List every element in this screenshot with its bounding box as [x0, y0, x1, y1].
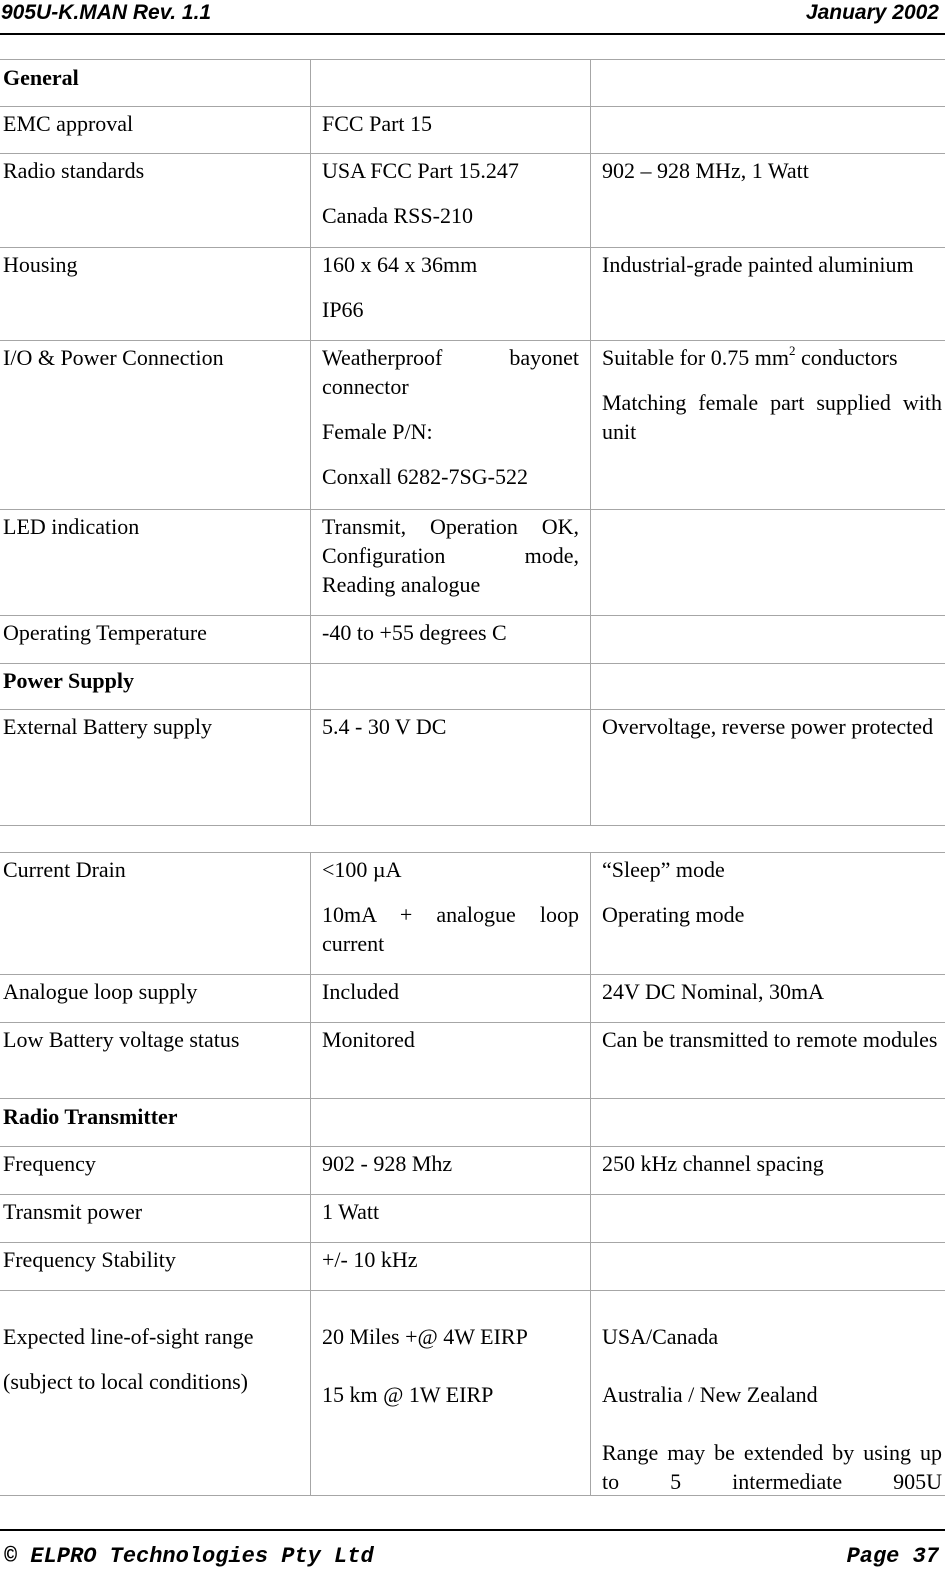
section-title-power: Power Supply — [3, 668, 135, 693]
spec-note: “Sleep” mode Operating mode — [602, 857, 745, 927]
spec-value: Included — [322, 979, 399, 1004]
spec-value: 5.4 - 30 V DC — [322, 714, 447, 739]
spec-note: Suitable for 0.75 $mm^2$ conductors Matching female part supplied with unit — [602, 343, 942, 444]
spec-note: 24V DC Nominal, 30mA — [602, 979, 825, 1004]
spec-label: Transmit power — [3, 1199, 143, 1224]
section-title-general: General — [3, 65, 79, 90]
spec-note: Industrial-grade painted aluminium — [602, 252, 914, 277]
table-row — [0, 615, 945, 663]
spec-note: Can be transmitted to remote modules — [602, 1027, 938, 1052]
table-row — [0, 1098, 945, 1146]
table-row — [0, 1146, 945, 1194]
spec-label: Low Battery voltage status — [3, 1027, 240, 1052]
spec-value: USA FCC Part 15.247 Canada RSS-210 — [322, 158, 519, 228]
spec-label: EMC approval — [3, 111, 134, 136]
spec-value: -40 to +55 degrees C — [322, 620, 507, 645]
section-title-radio: Radio Transmitter — [3, 1104, 178, 1129]
table-row — [0, 340, 945, 509]
document-id: 905U-K.MAN Rev. 1.1 — [1, 1, 212, 24]
spec-label: Expected line-of-sight range (subject to local conditions) — [3, 1324, 254, 1394]
spec-label: Housing — [3, 252, 78, 277]
table-row — [0, 663, 945, 709]
spec-label: Analogue loop supply — [3, 979, 198, 1004]
spec-value: Transmit, Operation OK, Configuration mode, Reading analogue — [322, 514, 579, 597]
spec-label: I/O & Power Connection — [3, 345, 224, 370]
table-row — [0, 106, 945, 153]
copyright: © ELPRO Technologies Pty Ltd — [4, 1544, 374, 1569]
spec-value: +/- 10 kHz — [322, 1247, 418, 1272]
table-row — [0, 1242, 945, 1290]
table-row — [0, 852, 945, 974]
spec-value: Weatherproof bayonet connector Female P/N: Conxall 6282-7SG-522 — [322, 345, 579, 489]
spec-note: Overvoltage, reverse power protected — [602, 714, 934, 739]
table-row — [0, 709, 945, 825]
spec-note: 250 kHz channel spacing — [602, 1151, 824, 1176]
spec-value: 20 Miles +@ 4W EIRP 15 km @ 1W EIRP — [322, 1324, 528, 1407]
table-row — [0, 1290, 945, 1495]
spec-value: 160 x 64 x 36mm IP66 — [322, 252, 478, 322]
page-number: Page 37 — [846, 1544, 939, 1569]
table-row — [0, 247, 945, 340]
table-row — [0, 974, 945, 1022]
spec-value: FCC Part 15 — [322, 111, 433, 136]
spec-label: Frequency — [3, 1151, 96, 1176]
spec-value: <100 µA 10mA + analogue loop current — [322, 857, 579, 956]
spec-note: USA/Canada Australia / New Zealand Range may be extended by using up to 5 intermediate 905U — [602, 1324, 942, 1494]
spec-value: 902 - 928 Mhz — [322, 1151, 453, 1176]
table-row — [0, 153, 945, 247]
table-row — [0, 509, 945, 615]
page-header — [0, 0, 945, 35]
document-date: January 2002 — [805, 1, 939, 24]
table-row — [0, 59, 945, 106]
spec-label: External Battery supply — [3, 714, 212, 739]
spec-label: Current Drain — [3, 857, 126, 882]
spec-label: Frequency Stability — [3, 1247, 176, 1272]
spec-value: Monitored — [322, 1027, 415, 1052]
spec-label: LED indication — [3, 514, 140, 539]
page-footer — [0, 1529, 945, 1576]
spec-value: 1 Watt — [322, 1199, 380, 1224]
table-row — [0, 1194, 945, 1242]
table-row — [0, 1022, 945, 1098]
spec-label: Operating Temperature — [3, 620, 207, 645]
spec-label: Radio standards — [3, 158, 145, 183]
spec-note: 902 – 928 MHz, 1 Watt — [602, 158, 809, 183]
